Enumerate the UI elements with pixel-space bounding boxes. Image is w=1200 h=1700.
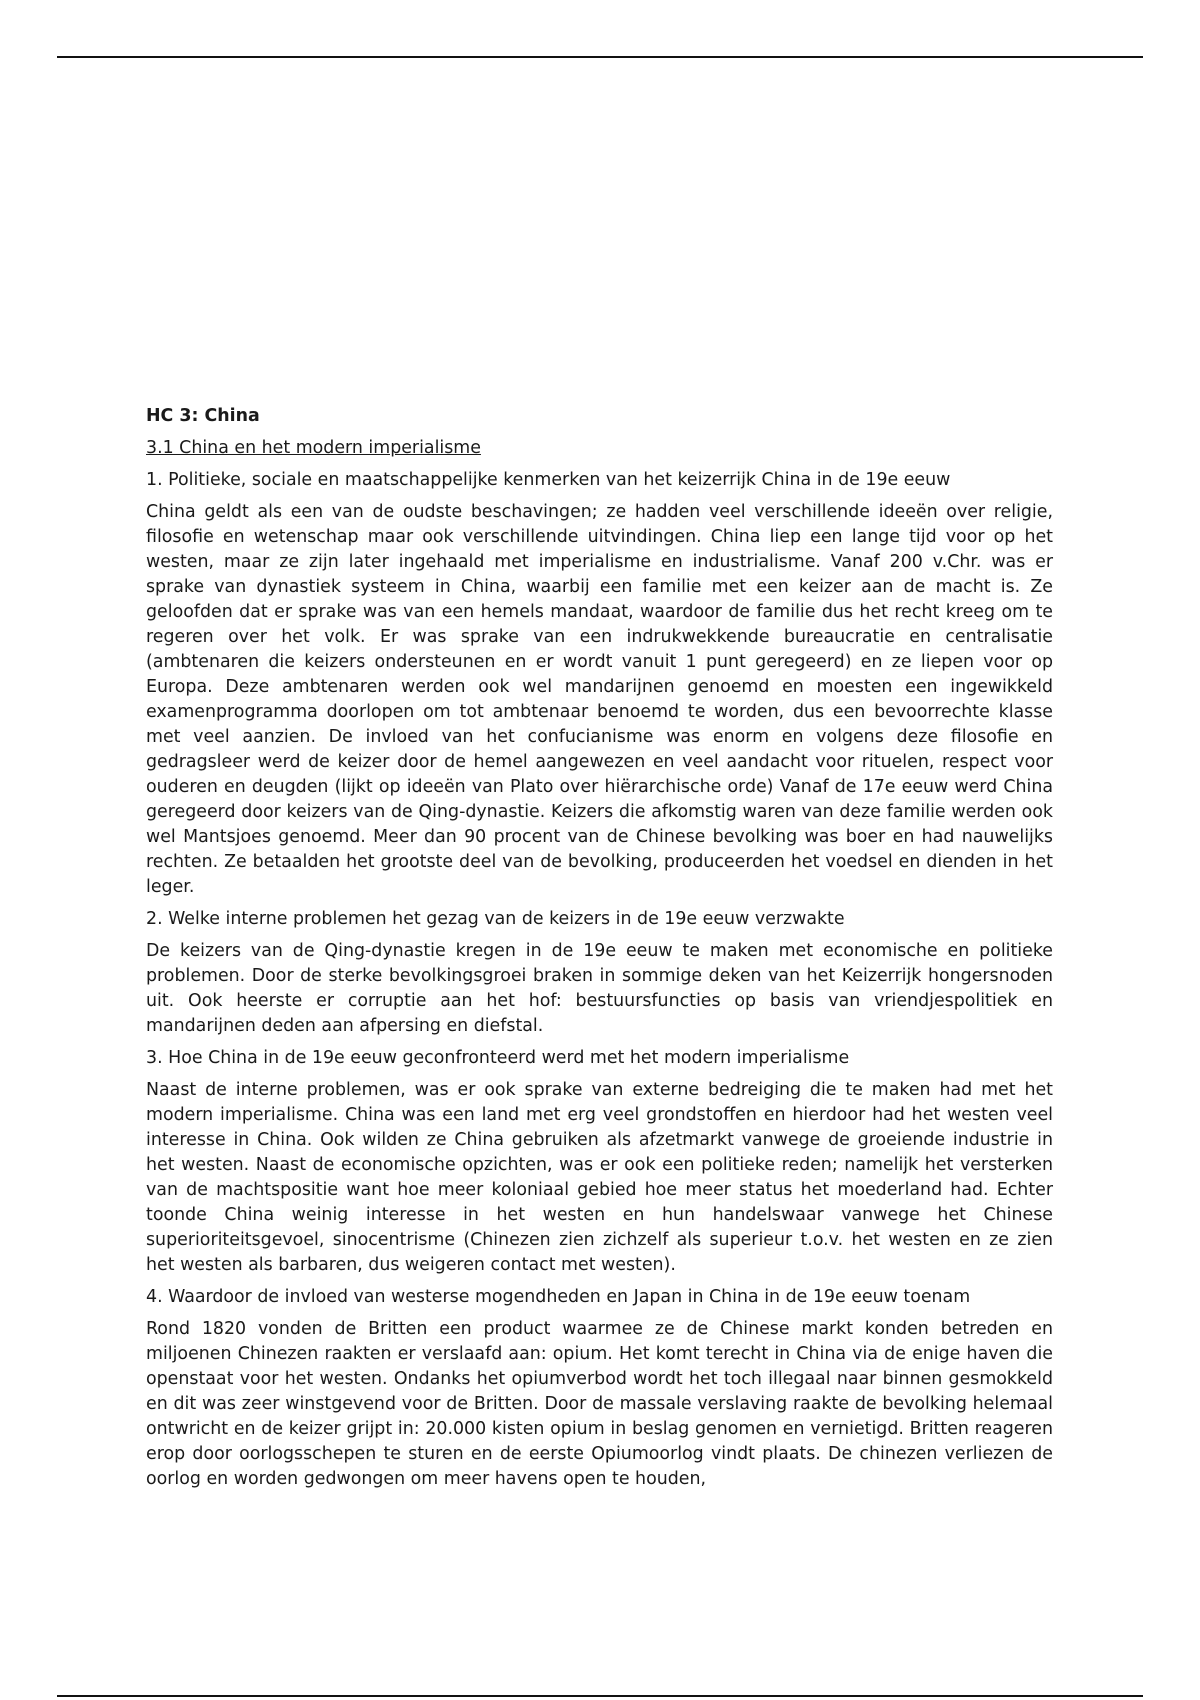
section-heading: 4. Waardoor de invloed van westerse mogendheden en Japan in China in de 19e eeuw toenam bbox=[146, 1287, 971, 1307]
header-rule bbox=[57, 56, 1143, 58]
chapter-title: HC 3: China bbox=[146, 406, 260, 426]
section-4 bbox=[146, 1285, 1053, 1492]
section-3 bbox=[146, 1046, 1053, 1278]
section-2 bbox=[146, 907, 1053, 1039]
section-paragraph: Rond 1820 vonden de Britten een product waarmee ze de Chinese markt konden betreden en miljoenen Chinezen raakten er verslaafd aan: opium. Het komt terecht in China via de enige haven die openstaat voor het westen. Ondanks het opiumverbod wordt het toch illegaal naar binnen gesmokkeld en dit was zeer winstgevend voor de Britten. Door de massale verslaving raakte de bevolking helemaal ontwricht en de keizer grijpt in: 20.000 kisten opium in beslag genomen en vernietigd. Britten reageren erop door oorlogsschepen te sturen en de eerste Opiumoorlog vindt plaats. De chinezen verliezen de oorlog en worden gedwongen om meer havens open te houden, bbox=[146, 1319, 1053, 1489]
section-heading: 3. Hoe China in de 19e eeuw geconfronteerd werd met het modern imperialisme bbox=[146, 1048, 850, 1068]
document-body bbox=[146, 404, 1053, 1499]
section-paragraph: Naast de interne problemen, was er ook sprake van externe bedreiging die te maken had met het modern imperialisme. China was een land met erg veel grondstoffen en hierdoor had het westen veel interesse in China. Ook wilden ze China gebruiken als afzetmarkt vanwege de groeiende industrie in het westen. Naast de economische opzichten, was er ook een politieke reden; namelijk het versterken van de machtspositie want hoe meer koloniaal gebied hoe meer status het moederland had. Echter toonde China weinig interesse in het westen en hun handelswaar vanwege het Chinese superioriteitsgevoel, sinocentrisme (Chinezen zien zichzelf als superieur t.o.v. het westen en ze zien het westen als barbaren, dus weigeren contact met westen). bbox=[146, 1080, 1053, 1275]
subsection-title: 3.1 China en het modern imperialisme bbox=[146, 438, 481, 458]
footer-rule bbox=[57, 1695, 1143, 1697]
section-heading: 1. Politieke, sociale en maatschappelijke kenmerken van het keizerrijk China in de 19e eeuw bbox=[146, 470, 951, 490]
section-paragraph: De keizers van de Qing-dynastie kregen in de 19e eeuw te maken met economische en politieke problemen. Door de sterke bevolkingsgroei braken in sommige deken van het Keizerrijk hongersnoden uit. Ook heerste er corruptie aan het hof: bestuursfuncties op basis van vriendjespolitiek en mandarijnen deden aan afpersing en diefstal. bbox=[146, 941, 1053, 1036]
section-paragraph: China geldt als een van de oudste beschavingen; ze hadden veel verschillende ideeën over religie, filosofie en wetenschap maar ook verschillende uitvindingen. China liep een lange tijd voor op het westen, maar ze zijn later ingehaald met imperialisme en industrialisme. Vanaf 200 v.Chr. was er sprake van dynastiek systeem in China, waarbij een familie met een keizer aan de macht is. Ze geloofden dat er sprake was van een hemels mandaat, waardoor de familie dus het recht kreeg om te regeren over het volk. Er was sprake van een indrukwekkende bureaucratie en centralisatie (ambtenaren die keizers ondersteunen en er wordt vanuit 1 punt geregeerd) en ze liepen voor op Europa. Deze ambtenaren werden ook wel mandarijnen genoemd en moesten een ingewikkeld examenprogramma doorlopen om tot ambtenaar benoemd te worden, dus een bevoorrechte klasse met veel aanzien. De invloed van het confucianisme was enorm en volgens deze filosofie en gedragsleer werd de keizer door de hemel aangewezen en veel aandacht voor rituelen, respect voor ouderen en deugden (lijkt op ideeën van Plato over hiërarchische orde) Vanaf de 17e eeuw werd China geregeerd door keizers van de Qing-dynastie. Keizers die afkomstig waren van deze familie werden ook wel Mantsjoes genoemd. Meer dan 90 procent van de Chinese bevolking was boer en had nauwelijks rechten. Ze betaalden het grootste deel van de bevolking, produceerden het voedsel en dienden in het leger. bbox=[146, 502, 1053, 897]
section-1 bbox=[146, 468, 1053, 900]
section-heading: 2. Welke interne problemen het gezag van de keizers in de 19e eeuw verzwakte bbox=[146, 909, 845, 929]
